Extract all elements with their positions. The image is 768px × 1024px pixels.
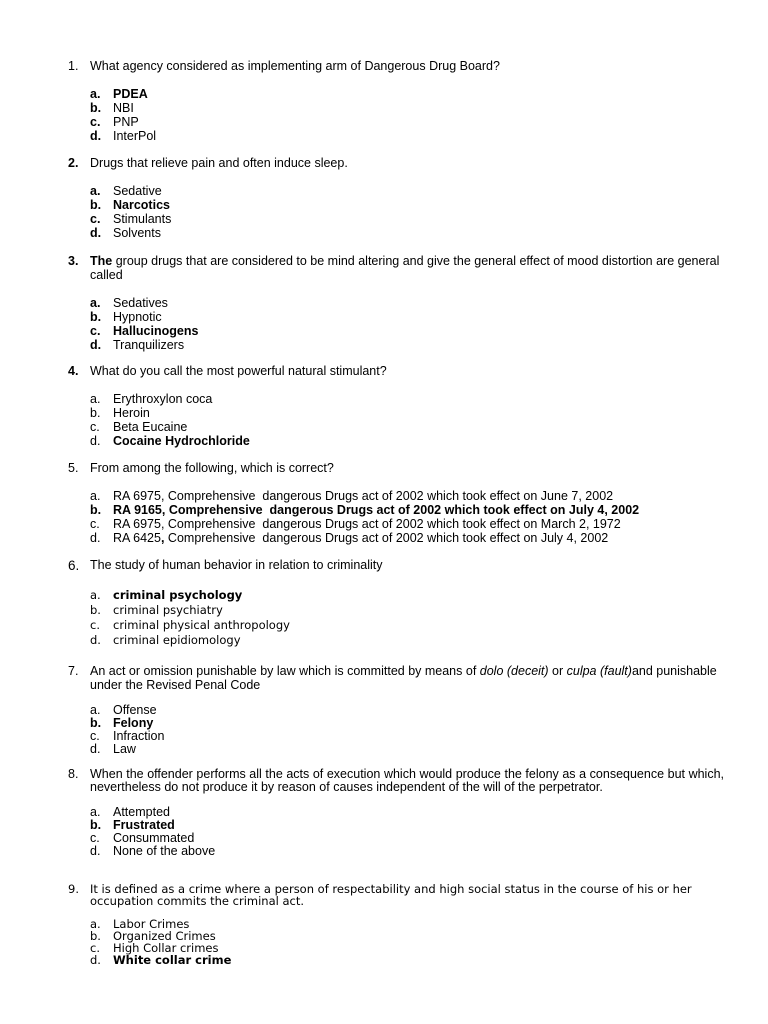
option-text: Organized Crimes <box>113 929 216 943</box>
option-b: b. Narcotics <box>90 198 170 212</box>
option-text: Sedative <box>113 184 162 198</box>
option-b: b. Felony <box>90 716 154 730</box>
option-c: c. Consummated <box>90 831 195 845</box>
option-d: d. Cocaine Hydrochloride <box>90 434 250 448</box>
option-list <box>90 87 724 143</box>
option-text: Felony <box>113 716 154 730</box>
option-b: b. Hypnotic <box>90 310 162 324</box>
option-text: Stimulants <box>113 212 172 226</box>
question-stem: From among the following, which is correct? <box>90 461 334 475</box>
option-b: b. Frustrated <box>90 818 175 832</box>
question-stem-mid: or <box>548 664 567 678</box>
option-d: d. InterPol <box>90 129 157 143</box>
question-number: 7. <box>68 664 79 678</box>
option-list <box>90 704 724 756</box>
option-list <box>90 806 724 858</box>
question-number: 4. <box>68 364 79 378</box>
option-text: criminal psychology <box>113 588 243 602</box>
option-c: c. Infraction <box>90 729 165 743</box>
option-text: RA 6975, Comprehensive dangerous Drugs act of 2002 which took effect on March 2, 1972 <box>113 517 621 531</box>
option-c: c. RA 6975, Comprehensive dangerous Drugs act of 2002 which took effect on March 2, 1972 <box>90 517 621 531</box>
option-text: Frustrated <box>113 818 175 832</box>
option-d: d. criminal epidiomology <box>90 633 241 647</box>
question-stem: What agency considered as implementing arm of Dangerous Drug Board? <box>90 59 500 73</box>
option-list <box>90 296 724 352</box>
question-stem: An act or omission punishable by law which is committed by means of <box>90 664 480 678</box>
option-b: b. criminal psychiatry <box>90 603 223 617</box>
option-c: c. Hallucinogens <box>90 324 199 338</box>
question-stem: When the offender performs all the acts of execution which would produce the felony as a consequence but which, nevertheless do not produce it by reason of causes independent of the will of the perpetrator. <box>90 767 724 794</box>
question-stem-bold: The <box>90 254 113 268</box>
option-d: d. RA 6425, Comprehensive dangerous Drugs act of 2002 which took effect on July 4, 2002 <box>90 531 609 545</box>
option-a: a. criminal psychology <box>90 588 243 602</box>
question-5 <box>68 461 724 545</box>
option-a: a. Attempted <box>90 805 170 819</box>
question-3 <box>68 254 724 352</box>
question-stem-post: and punishable under the Revised Penal Code <box>90 664 717 692</box>
option-a: a. Sedatives <box>90 296 168 310</box>
option-text: Solvents <box>113 226 161 240</box>
option-text: Hallucinogens <box>113 324 199 338</box>
question-stem-italic: culpa (fault) <box>566 664 632 678</box>
option-text: Beta Eucaine <box>113 420 188 434</box>
option-text: criminal psychiatry <box>113 603 223 617</box>
option-text: RA 6975, Comprehensive dangerous Drugs act of 2002 which took effect on June 7, 2002 <box>113 489 614 503</box>
option-text: criminal epidiomology <box>113 633 241 647</box>
option-c: c. High Collar crimes <box>90 941 219 955</box>
option-text: High Collar crimes <box>113 941 219 955</box>
option-text: Heroin <box>113 406 150 420</box>
question-7 <box>68 664 724 756</box>
question-number: 8. <box>68 767 79 781</box>
option-text: Tranquilizers <box>113 338 185 352</box>
option-a: a. Erythroxylon coca <box>90 392 213 406</box>
option-list <box>90 588 724 648</box>
option-text: RA 9165, Comprehensive dangerous Drugs act of 2002 which took effect on July 4, 2002 <box>113 503 640 517</box>
question-2 <box>68 156 724 240</box>
option-a: a. Offense <box>90 703 157 717</box>
option-list <box>90 392 724 448</box>
option-a: a. RA 6975, Comprehensive dangerous Drugs act of 2002 which took effect on June 7, 2002 <box>90 489 614 503</box>
option-d: d. None of the above <box>90 844 216 858</box>
question-6 <box>68 558 724 648</box>
option-b: b. Heroin <box>90 406 150 420</box>
question-number: 2. <box>68 156 79 170</box>
question-9 <box>68 883 724 966</box>
option-a: a. Sedative <box>90 184 162 198</box>
option-text: Erythroxylon coca <box>113 392 213 406</box>
question-stem: What do you call the most powerful natural stimulant? <box>90 364 387 378</box>
question-stem: It is defined as a crime where a person of respectability and high social status in the course of his or her occupation commits the criminal act. <box>90 882 692 908</box>
option-c: c. PNP <box>90 115 139 129</box>
option-text: Infraction <box>113 729 165 743</box>
option-text: Labor Crimes <box>113 917 190 931</box>
option-text: Law <box>113 742 136 756</box>
option-list <box>90 918 724 966</box>
option-text: Attempted <box>113 805 170 819</box>
option-list <box>90 184 724 240</box>
option-b: b. Organized Crimes <box>90 929 216 943</box>
option-c: c. Stimulants <box>90 212 172 226</box>
question-stem: Drugs that relieve pain and often induce sleep. <box>90 156 348 170</box>
question-number: 1. <box>68 59 79 73</box>
option-list <box>90 489 724 545</box>
question-number: 5. <box>68 461 79 475</box>
option-text-pre: RA 6425 <box>113 531 161 545</box>
option-text: Narcotics <box>113 198 170 212</box>
option-text: Consummated <box>113 831 195 845</box>
option-c: c. Beta Eucaine <box>90 420 188 434</box>
option-text: InterPol <box>113 129 157 143</box>
option-d: d. Solvents <box>90 226 161 240</box>
option-text: criminal physical anthropology <box>113 618 290 632</box>
question-stem: The study of human behavior in relation to criminality <box>90 558 383 572</box>
question-4 <box>68 364 724 448</box>
question-number: 3. <box>68 254 79 268</box>
option-text-bold: , <box>160 531 165 545</box>
option-text: None of the above <box>113 844 216 858</box>
option-text: Sedatives <box>113 296 168 310</box>
option-text: PNP <box>113 115 139 129</box>
option-d: d. White collar crime <box>90 953 232 967</box>
option-d: d. Tranquilizers <box>90 338 185 352</box>
option-text: Comprehensive dangerous Drugs act of 2002 which took effect on July 4, 2002 <box>164 531 609 545</box>
option-text: Hypnotic <box>113 310 162 324</box>
option-text: PDEA <box>113 87 148 101</box>
option-text: Cocaine Hydrochloride <box>113 434 250 448</box>
option-b: b. RA 9165, Comprehensive dangerous Drugs act of 2002 which took effect on July 4, 2002 <box>90 503 640 517</box>
option-text: Offense <box>113 703 157 717</box>
option-c: c. criminal physical anthropology <box>90 618 290 632</box>
question-stem-italic: dolo (deceit) <box>479 664 549 678</box>
option-text: NBI <box>113 101 134 115</box>
option-a: a. Labor Crimes <box>90 917 190 931</box>
question-8 <box>68 768 724 858</box>
question-stem: group drugs that are considered to be mind altering and give the general effect of mood distortion are general called <box>90 254 720 282</box>
question-number: 9. <box>68 882 79 896</box>
option-a: a. PDEA <box>90 87 148 101</box>
option-d: d. Law <box>90 742 136 756</box>
question-1 <box>68 59 724 143</box>
question-number: 6. <box>68 558 80 573</box>
option-text: White collar crime <box>113 953 232 967</box>
option-b: b. NBI <box>90 101 134 115</box>
